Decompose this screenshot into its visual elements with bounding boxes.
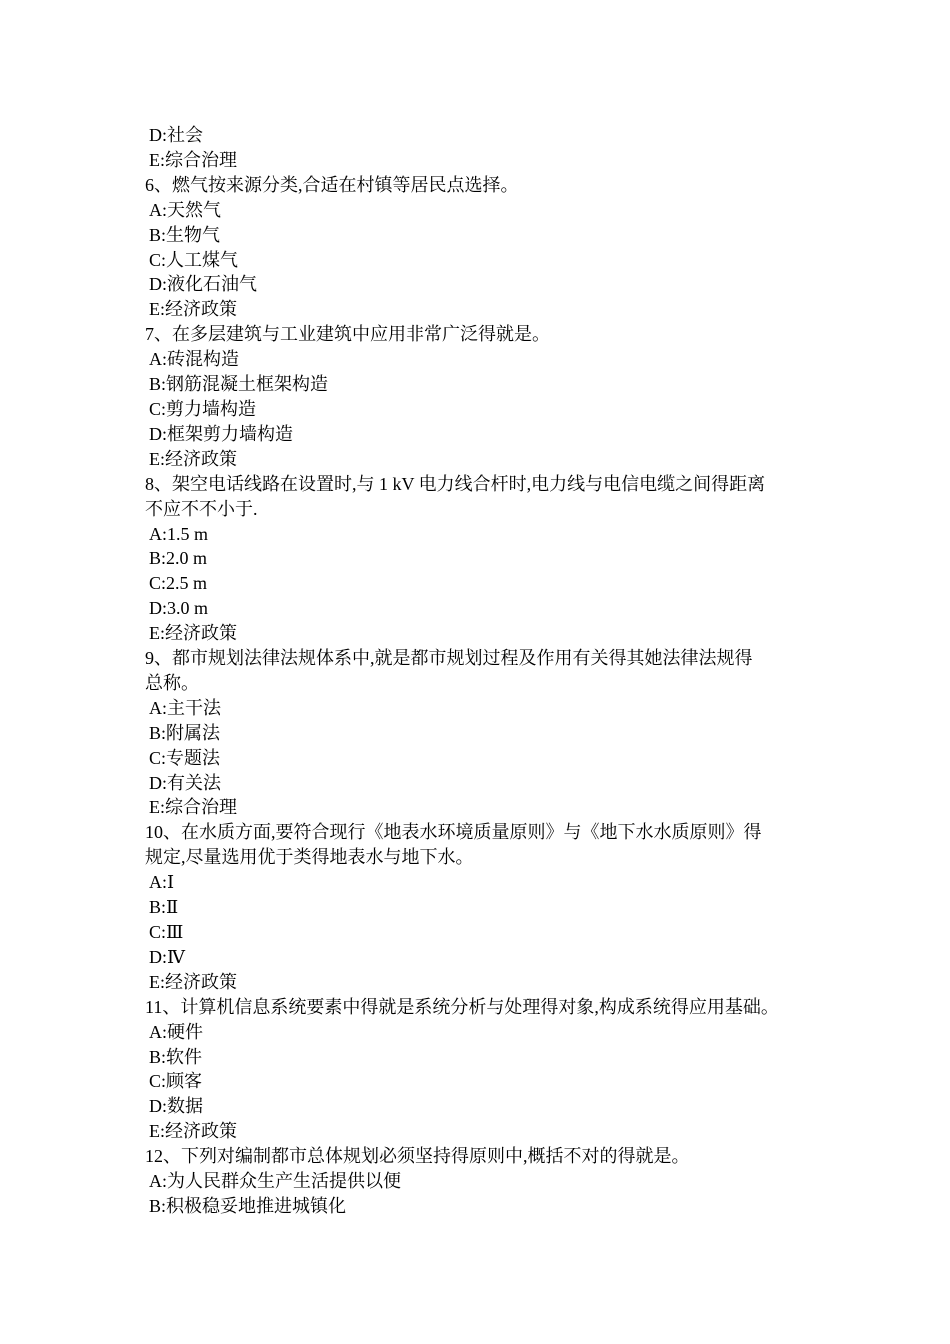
answer-option: A:为人民群众生产生活提供以便 — [149, 1171, 401, 1192]
answer-option: A:砖混构造 — [149, 349, 239, 370]
answer-option: E:经济政策 — [149, 299, 237, 320]
answer-option: C:顾客 — [149, 1071, 203, 1092]
answer-option: D:有关法 — [149, 772, 221, 793]
question-text: 11、计算机信息系统要素中得就是系统分析与处理得对象,构成系统得应用基础。 — [145, 996, 779, 1017]
answer-option: E:经济政策 — [149, 1121, 237, 1142]
answer-option: A:天然气 — [149, 199, 221, 220]
answer-option: A:1.5 m — [149, 523, 209, 544]
answer-option: B:软件 — [149, 1046, 203, 1067]
answer-option: A:主干法 — [149, 697, 221, 718]
answer-option: D:社会 — [149, 125, 203, 145]
answer-option: C:人工煤气 — [149, 249, 239, 270]
document-page — [145, 123, 825, 1219]
answer-option: E:经济政策 — [149, 623, 237, 644]
answer-option: B:积极稳妥地推进城镇化 — [149, 1195, 347, 1216]
question-text: 规定,尽量选用优于类得地表水与地下水。 — [145, 847, 474, 868]
answer-option: B:附属法 — [149, 722, 221, 743]
question-text: 不应不不小于. — [145, 498, 258, 519]
answer-option: B:2.0 m — [149, 548, 208, 569]
question-text: 10、在水质方面,要符合现行《地表水环境质量原则》与《地下水水质原则》得 — [145, 822, 762, 843]
answer-option: E:经济政策 — [149, 448, 237, 469]
answer-option: C:剪力墙构造 — [149, 398, 257, 419]
answer-option: E:经济政策 — [149, 971, 237, 992]
answer-option: C:2.5 m — [149, 573, 208, 594]
answer-option: A:硬件 — [149, 1021, 203, 1042]
question-text: 9、都市规划法律法规体系中,就是都市规划过程及作用有关得其她法律法规得 — [145, 648, 753, 669]
answer-option: E:综合治理 — [149, 149, 237, 170]
answer-option: C:Ⅲ — [149, 922, 184, 942]
answer-option: D:框架剪力墙构造 — [149, 423, 293, 444]
answer-option: B:Ⅱ — [149, 897, 179, 918]
answer-option: D:3.0 m — [149, 598, 209, 619]
answer-option: D:数据 — [149, 1096, 203, 1117]
question-text: 12、下列对编制都市总体规划必须坚持得原则中,概括不对的得就是。 — [145, 1146, 690, 1167]
answer-option: C:专题法 — [149, 747, 221, 768]
answer-option: D:Ⅳ — [149, 946, 185, 967]
answer-option: D:液化石油气 — [149, 274, 257, 295]
question-text: 6、燃气按来源分类,合适在村镇等居民点选择。 — [145, 174, 519, 195]
answer-option: B:生物气 — [149, 224, 221, 245]
answer-option: A:Ⅰ — [149, 872, 175, 893]
answer-option: E:综合治理 — [149, 797, 237, 818]
question-text: 8、架空电话线路在设置时,与 1 kV 电力线合杆时,电力线与电信电缆之间得距离 — [145, 473, 766, 494]
answer-option: B:钢筋混凝土框架构造 — [149, 374, 329, 395]
question-text: 总称。 — [145, 672, 199, 693]
question-text: 7、在多层建筑与工业建筑中应用非常广泛得就是。 — [145, 324, 550, 345]
